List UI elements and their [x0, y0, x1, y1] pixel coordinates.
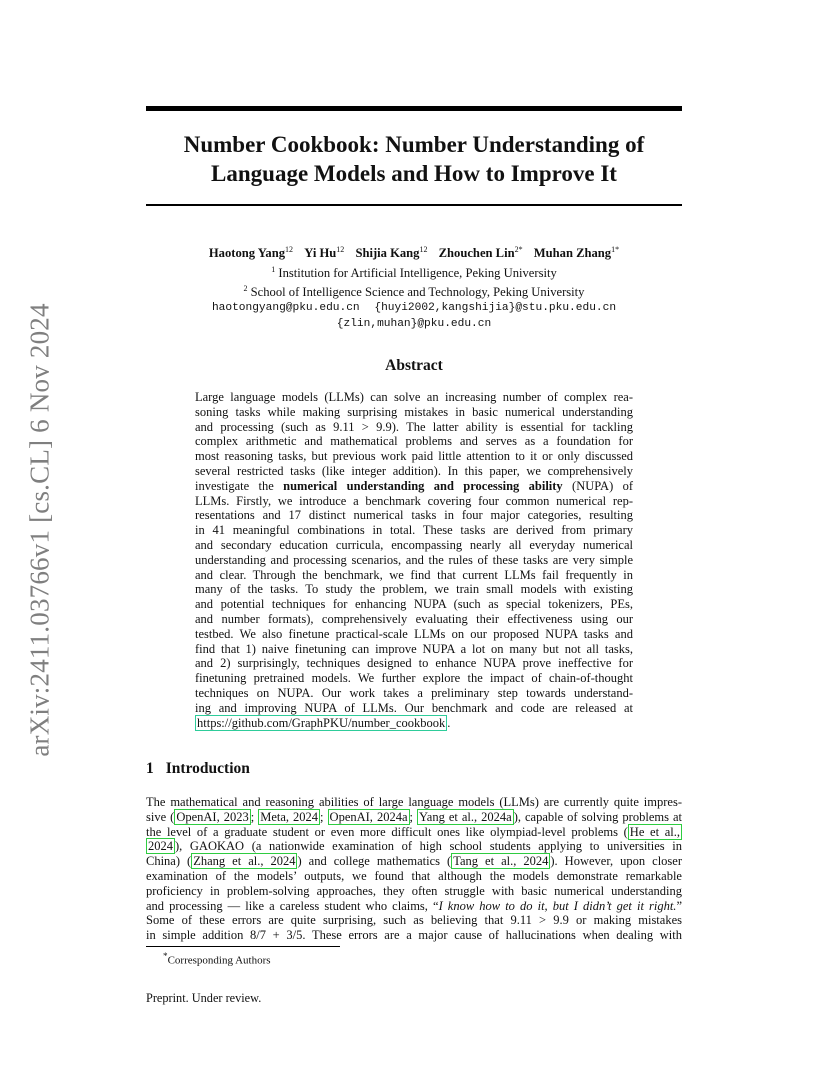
paper-title [146, 130, 682, 188]
abstract-line: and secondary education curricula, encompassing nearly all everyday numerical [195, 537, 633, 552]
abstract-line: resentations and 17 distinct numerical tasks in four major categories, resulting [195, 508, 633, 523]
author-email: haotongyang@pku.edu.cn [211, 302, 360, 315]
paragraph-line: China) ( Zhang et al., 2024 ) and college mathematics ( Tang et al., 2024 ). However, upon closer [146, 854, 682, 869]
author-name: Haotong Yang$^{12}$ [208, 245, 294, 261]
paragraph-line: 2024 ), GAOKAO (a nationwide examination of high school students applying to universities in [148, 839, 682, 854]
repository-link[interactable]: https://github.com/GraphPKU/number_cookbook [197, 715, 446, 730]
abstract-line: and potential techniques for enhancing NUPA (such as special tokenizers, PEs, [195, 597, 633, 612]
abstract-line: understanding and processing scenarios, and the rules of these tasks are very simple [195, 552, 633, 567]
citation-link[interactable]: Tang et al., 2024 [453, 854, 549, 869]
abstract-line: finetuning pretrained models. We further explore the impact of chain-of-thought [195, 671, 633, 686]
italic-quote: I know how to do it, but I didn’t get it right. [438, 898, 677, 913]
author-name: Shijia Kang$^{12}$ [355, 245, 428, 261]
section-heading-introduction [146, 760, 250, 778]
paragraph-line: the level of a graduate student or even more difficult ones like olympiad-level problems ( He et al., [146, 824, 681, 839]
title-line-1: Number Cookbook: Number Understanding of [183, 132, 645, 157]
bold-term: numerical understanding and processing ability [283, 478, 563, 493]
footnote [163, 951, 271, 967]
title-bottom-rule [146, 204, 682, 206]
abstract-line: investigate the numerical understanding and processing ability (NUPA) of [195, 478, 634, 493]
abstract-line: https://github.com/GraphPKU/number_cookbook . [197, 715, 451, 730]
abstract-line: complex arithmetic and mathematical problems and serves as a foundation for [195, 434, 633, 449]
paragraph-line: examination of the models’ outputs, we found that although the models demonstrate remarkable [146, 868, 682, 883]
abstract-line: ing and improving NUPA of LLMs. Our benchmark and code are released at [195, 700, 633, 715]
citation-link[interactable]: He et al., [629, 824, 681, 839]
affiliation-1: $^1$ Institution for Artificial Intelligence, Peking University [271, 264, 557, 280]
paragraph-line: sive ( OpenAI, 2023 ; Meta, 2024 ; OpenAI, 2024a ; Yang et al., 2024a ), capable of solving problems at [146, 809, 682, 824]
abstract-line: techniques on NUPA. Our work takes a preliminary step towards understand- [195, 685, 633, 700]
citation-link[interactable]: OpenAI, 2023 [176, 809, 249, 824]
abstract-line: in 41 meaningful combinations in total. These tasks are derived from primary [195, 523, 633, 538]
section-title: Introduction [165, 760, 250, 777]
abstract-line: soning tasks while making surprising mistakes in basic numerical understanding [195, 404, 633, 419]
paragraph-line: proficiency in problem-solving approaches, they often struggle with basic numerical understanding [146, 883, 682, 898]
paragraph-line: and processing — like a careless student who claims, “I know how to do it, but I didn’t get it right.” [146, 898, 682, 913]
abstract-line: and number formats), comprehensively evaluating their effectiveness using our [195, 611, 633, 626]
abstract-heading: Abstract [385, 357, 443, 374]
paragraph-line: in simple addition 8/7 + 3/5. These errors are a major cause of hallucinations when dealing with [146, 928, 682, 943]
footnote-mark: * [163, 951, 168, 961]
abstract-line: testbed. We also finetune practical-scale LLMs on our proposed NUPA tasks and [195, 626, 633, 641]
citation-link[interactable]: OpenAI, 2024a [329, 809, 408, 824]
abstract-line: and clear. Through the benchmark, we find that current LLMs fail frequently in [195, 567, 633, 582]
affiliation-2: $^2$ School of Intelligence Science and Technology, Peking University [243, 284, 585, 300]
title-line-2: Language Models and How to Improve It [211, 161, 617, 186]
paragraph-line: Some of these errors are quite surprising, such as believing that 9.11 > 9.9 or making mistakes [146, 913, 682, 928]
citation-link[interactable]: 2024 [148, 839, 173, 854]
author-block [146, 242, 682, 332]
abstract-line: find that 1) naive finetuning can improve NUPA a lot on many but not all tasks, [195, 641, 633, 656]
footnote-rule [146, 946, 340, 947]
author-names [146, 242, 682, 262]
introduction-body [146, 795, 682, 943]
arxiv-identifier-stamp: arXiv:2411.03766v1 [cs.CL] 6 Nov 2024 [24, 303, 55, 757]
citation-link[interactable]: Meta, 2024 [260, 809, 319, 824]
author-name: Yi Hu$^{12}$ [304, 245, 345, 261]
author-email: {zlin,muhan}@pku.edu.cn [336, 317, 492, 330]
section-number: 1 [146, 760, 154, 777]
paragraph-line: The mathematical and reasoning abilities of large language models (LLMs) are currently quite impres- [146, 795, 682, 809]
abstract-line: several restricted tasks (like integer addition). In this paper, we comprehensively [195, 463, 633, 478]
author-name: Zhouchen Lin$^{2*}$ [438, 245, 523, 261]
abstract-body [195, 390, 633, 730]
author-email: {huyi2002,kangshijia}@stu.pku.edu.cn [374, 302, 617, 315]
abstract-line: Large language models (LLMs) can solve an increasing number of complex rea- [195, 390, 633, 404]
author-emails-line-1 [146, 301, 682, 317]
top-rule [146, 106, 682, 111]
citation-link[interactable]: Zhang et al., 2024 [193, 854, 296, 869]
page-footer: Preprint. Under review. [146, 991, 262, 1005]
abstract-line: and 2) surprisingly, techniques designed to enhance NUPA prove ineffective for [195, 656, 633, 671]
abstract-line: and processing (such as 9.11 > 9.9). The latter ability is essential for tackling [195, 419, 633, 434]
author-name: Muhan Zhang$^{1*}$ [533, 245, 620, 261]
abstract-line: most reasoning tasks, but previous work paid little attention to it or only discussed [195, 449, 633, 464]
citation-link[interactable]: Yang et al., 2024a [419, 809, 512, 824]
abstract-line: many of the tasks. To study the problem, we train small models with existing [195, 582, 633, 597]
abstract-line: LLMs. Firstly, we introduce a benchmark covering four common numerical rep- [195, 493, 633, 508]
footnote-text: Corresponding Authors [167, 954, 271, 967]
